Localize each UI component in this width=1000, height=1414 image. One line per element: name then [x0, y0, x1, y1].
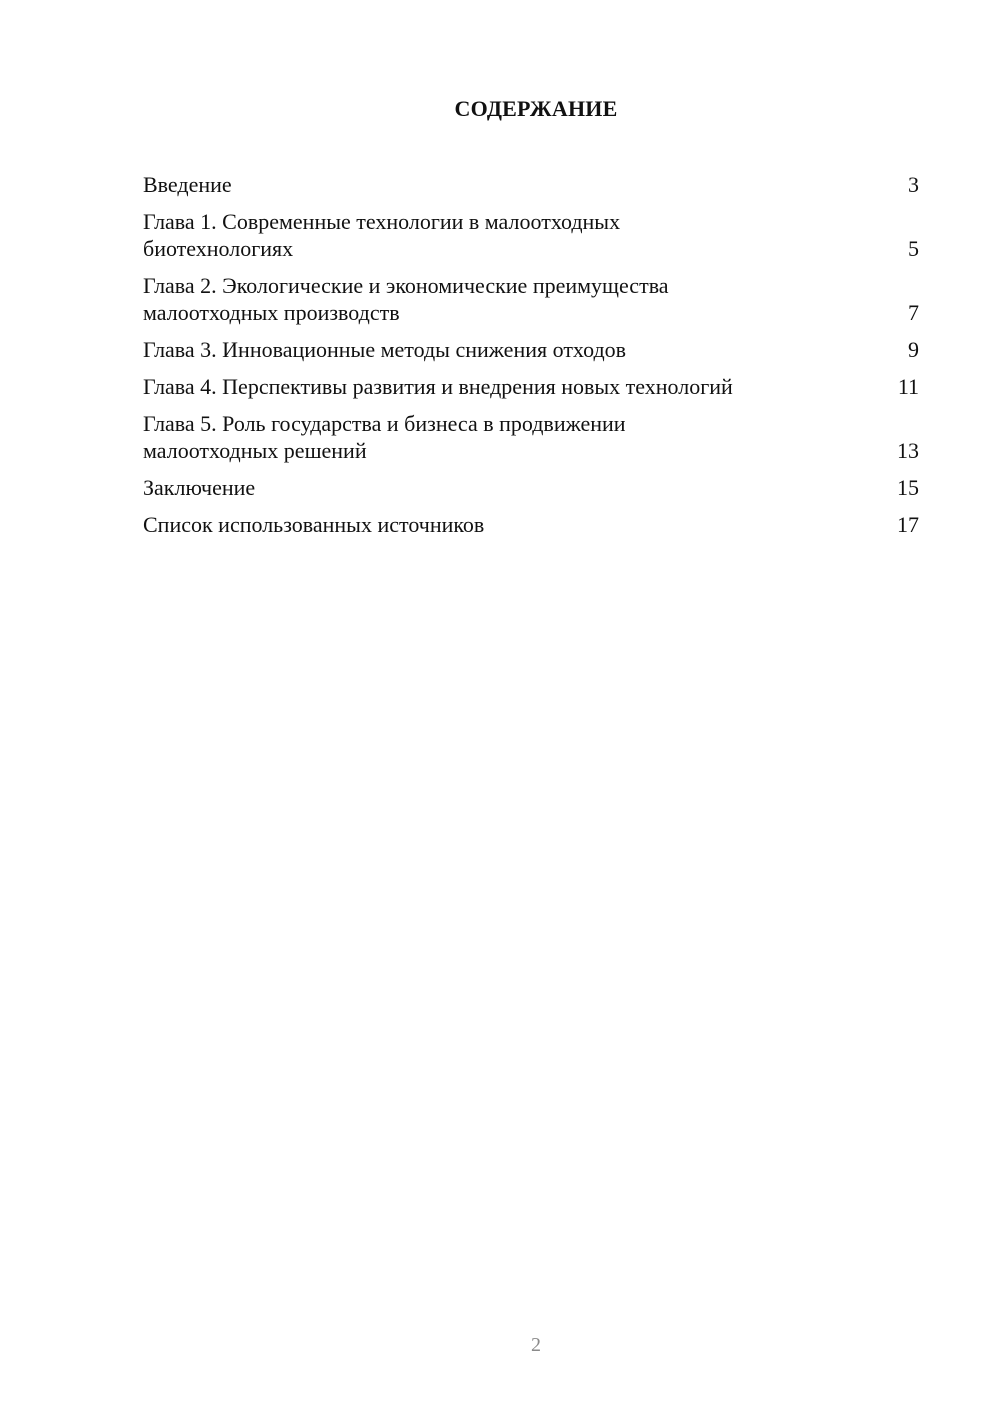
toc-entry-chapter-5	[143, 410, 919, 464]
toc-entry-page-number: 13	[897, 438, 919, 463]
toc-entry-title-line: Глава 3. Инновационные методы снижения отходов	[143, 337, 627, 362]
toc-entry-page-number: 5	[908, 236, 919, 261]
toc-entry-introduction	[143, 171, 919, 198]
toc-entry-page-number: 15	[897, 475, 919, 500]
toc-entry-title-line: Список использованных источников	[143, 512, 485, 537]
toc-entry-title	[143, 410, 889, 464]
toc-entry-page-number: 3	[908, 172, 919, 197]
toc-entry-title	[143, 171, 889, 198]
toc-entry-title-line: Глава 2. Экологические и экономические преимущества	[143, 273, 669, 298]
toc-entry-page-number: 7	[908, 300, 919, 325]
toc-entry-chapter-3	[143, 336, 919, 363]
toc-entry-page-number: 11	[897, 374, 919, 399]
table-of-contents	[143, 171, 919, 548]
toc-entry-page-number: 17	[897, 512, 919, 537]
toc-entry-title-line: Глава 1. Современные технологии в малоотходных	[143, 209, 621, 234]
toc-entry-title-line: биотехнологиях	[143, 236, 294, 261]
toc-entry-title-line: малоотходных решений	[143, 438, 367, 463]
toc-entry-title-line: Глава 5. Роль государства и бизнеса в продвижении	[143, 411, 626, 436]
toc-entry-title	[143, 373, 889, 400]
toc-entry-title	[143, 272, 889, 326]
toc-entry-chapter-1	[143, 208, 919, 262]
toc-entry-title-line: малоотходных производств	[143, 300, 400, 325]
toc-entry-page-number: 9	[908, 337, 919, 362]
toc-entry-title	[143, 336, 889, 363]
toc-entry-chapter-4	[143, 373, 919, 400]
toc-entry-title	[143, 208, 889, 262]
toc-entry-references	[143, 511, 919, 538]
toc-entry-title-line: Введение	[143, 172, 232, 197]
toc-entry-conclusion	[143, 474, 919, 501]
toc-entry-title	[143, 474, 889, 501]
toc-entry-chapter-2	[143, 272, 919, 326]
toc-entry-title-line: Заключение	[143, 475, 256, 500]
toc-title: СОДЕРЖАНИЕ	[454, 96, 618, 121]
page-number: 2	[531, 1334, 541, 1356]
toc-entry-title-line: Глава 4. Перспективы развития и внедрения новых технологий	[143, 374, 733, 399]
toc-entry-title	[143, 511, 889, 538]
